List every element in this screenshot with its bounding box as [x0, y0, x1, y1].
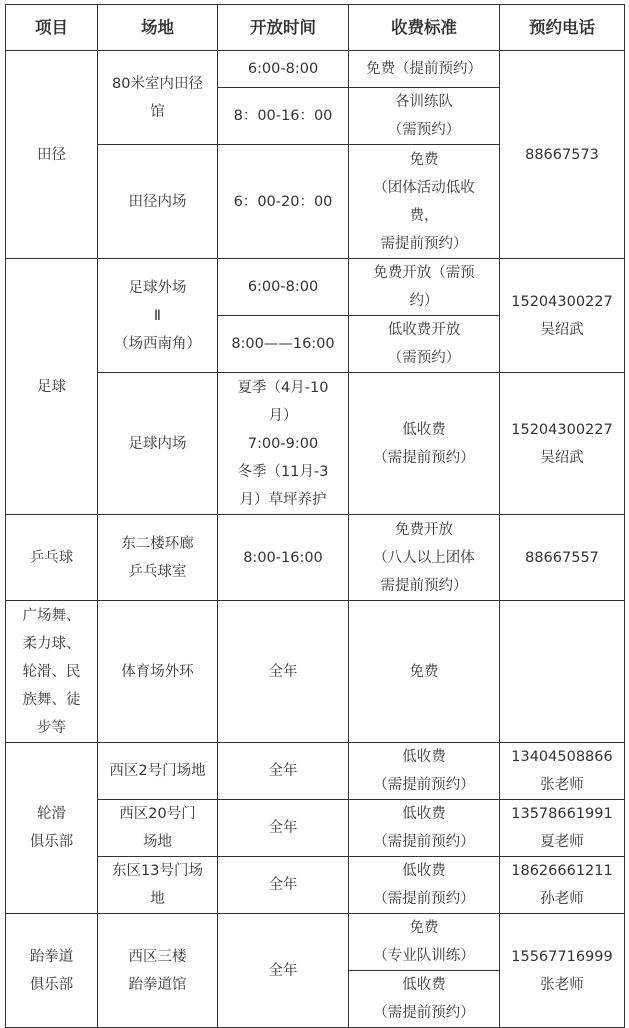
hours-cell: 6：00-20：00 [218, 145, 349, 259]
table-row [6, 857, 625, 914]
hours-cell: 6:00-8:00 [218, 51, 349, 88]
item-cell: 广场舞、 柔力球、 轮滑、民 族舞、徒 步等 [6, 601, 98, 743]
fee-cell: 低收费 （需提前预约） [349, 971, 500, 1028]
fee-cell: 低收费开放 （需预约） [349, 316, 500, 373]
phone-cell [500, 601, 625, 743]
hours-cell: 6:00-8:00 [218, 259, 349, 316]
table-row [6, 914, 625, 971]
venue-schedule-table [5, 4, 625, 1028]
table-row [6, 259, 625, 316]
header-hours: 开放时间 [218, 5, 349, 51]
fee-cell: 免费开放 （八人以上团体 需提前预约） [349, 515, 500, 601]
hours-cell: 8:00——16:00 [218, 316, 349, 373]
hours-cell: 夏季（4月-10 月） 7:00-9:00 冬季（11月-3 月）草坪养护 [218, 373, 349, 515]
venue-cell: 足球内场 [98, 373, 218, 515]
fee-cell: 免费 （专业队训练） [349, 914, 500, 971]
phone-cell: 15204300227 吴绍武 [500, 373, 625, 515]
phone-cell: 15567716999 张老师 [500, 914, 625, 1028]
fee-cell: 低收费 （需提前预约） [349, 373, 500, 515]
venue-cell: 西区20号门 场地 [98, 800, 218, 857]
item-cell: 乒乓球 [6, 515, 98, 601]
phone-cell: 15204300227 吴绍武 [500, 259, 625, 373]
venue-cell: 西区三楼 跆拳道馆 [98, 914, 218, 1028]
fee-cell: 低收费 （需提前预约） [349, 800, 500, 857]
phone-cell: 88667573 [500, 51, 625, 259]
header-venue: 场地 [98, 5, 218, 51]
hours-cell: 全年 [218, 601, 349, 743]
table-row [6, 601, 625, 743]
venue-cell: 80米室内田径 馆 [98, 51, 218, 145]
phone-cell: 18626661211 孙老师 [500, 857, 625, 914]
phone-cell: 88667557 [500, 515, 625, 601]
item-cell: 足球 [6, 259, 98, 515]
item-cell: 田径 [6, 51, 98, 259]
hours-cell: 全年 [218, 857, 349, 914]
hours-cell: 全年 [218, 914, 349, 1028]
venue-cell: 西区2号门场地 [98, 743, 218, 800]
fee-cell: 各训练队 （需预约） [349, 88, 500, 145]
venue-cell: 东区13号门场 地 [98, 857, 218, 914]
table-header-row [6, 5, 625, 51]
fee-cell: 免费开放（需预 约） [349, 259, 500, 316]
item-cell: 轮滑 俱乐部 [6, 743, 98, 914]
venue-cell: 足球外场 Ⅱ （场西南角） [98, 259, 218, 373]
table-row [6, 800, 625, 857]
venue-cell: 体育场外环 [98, 601, 218, 743]
item-cell: 跆拳道 俱乐部 [6, 914, 98, 1028]
table-row [6, 743, 625, 800]
fee-cell: 免费 （团体活动低收 费， 需提前预约） [349, 145, 500, 259]
hours-cell: 全年 [218, 800, 349, 857]
header-fee: 收费标准 [349, 5, 500, 51]
hours-cell: 8：00-16：00 [218, 88, 349, 145]
table-row [6, 515, 625, 601]
hours-cell: 8:00-16:00 [218, 515, 349, 601]
phone-cell: 13404508866 张老师 [500, 743, 625, 800]
table-row [6, 51, 625, 88]
venue-cell: 东二楼环廊 乒乓球室 [98, 515, 218, 601]
fee-cell: 低收费 （需提前预约） [349, 857, 500, 914]
venue-cell: 田径内场 [98, 145, 218, 259]
fee-cell: 低收费 （需提前预约） [349, 743, 500, 800]
fee-cell: 免费 [349, 601, 500, 743]
fee-cell: 免费（提前预约） [349, 51, 500, 88]
header-item: 项目 [6, 5, 98, 51]
header-phone: 预约电话 [500, 5, 625, 51]
phone-cell: 13578661991 夏老师 [500, 800, 625, 857]
hours-cell: 全年 [218, 743, 349, 800]
table-row [6, 373, 625, 515]
